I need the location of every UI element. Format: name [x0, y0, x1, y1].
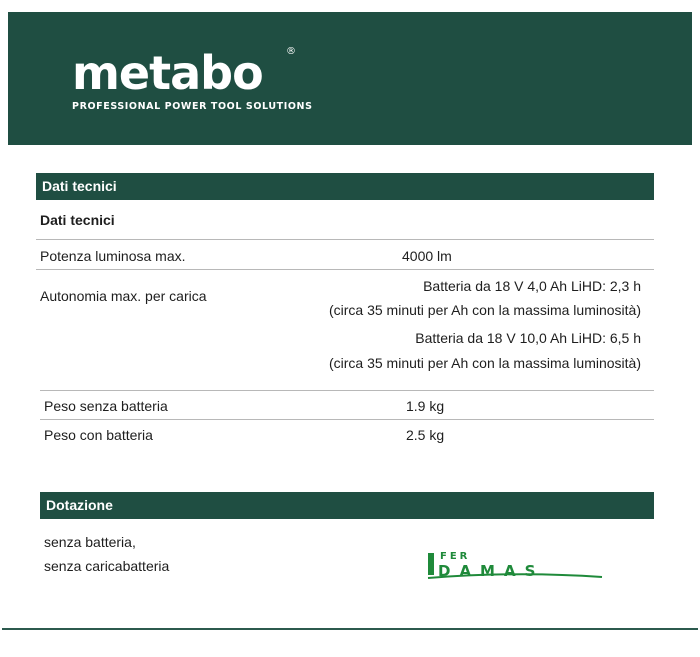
metabo-logo: metabo: [72, 46, 263, 100]
logo-tagline: PROFESSIONAL POWER TOOL SOLUTIONS: [72, 101, 313, 112]
dotazione-line-1: senza batteria,: [44, 534, 136, 550]
spec-value-runtime-1: Batteria da 18 V 4,0 Ah LiHD: 2,3 h: [423, 278, 641, 294]
spec-value-luminous: 4000 lm: [402, 248, 452, 264]
spec-label-weight-battery: Peso con batteria: [44, 427, 153, 443]
brand-bar: [428, 553, 434, 575]
divider: [40, 419, 654, 420]
spec-label-luminous: Potenza luminosa max.: [40, 248, 186, 264]
spec-value-runtime-1-note: (circa 35 minuti per Ah con la massima luminosità): [328, 302, 641, 318]
spec-label-weight-no-battery: Peso senza batteria: [44, 398, 168, 414]
brand-text-main: DAMAS: [438, 562, 545, 580]
ferdamas-logo: [426, 549, 604, 581]
header-banner: [8, 12, 692, 145]
dotazione-line-2: senza caricabatteria: [44, 558, 170, 574]
divider: [36, 239, 654, 240]
spec-value-weight-battery: 2.5 kg: [406, 427, 445, 443]
brand-text-top: FER: [440, 551, 471, 562]
registered-mark: ®: [286, 46, 296, 57]
spec-label-runtime: Autonomia max. per carica: [40, 288, 207, 304]
spec-value-weight-no-battery: 1.9 kg: [406, 398, 445, 414]
specs-section-bar: Dati tecnici: [36, 173, 654, 200]
spec-value-runtime-2-note: (circa 35 minuti per Ah con la massima luminosità): [328, 355, 641, 371]
spec-value-runtime-2: Batteria da 18 V 10,0 Ah LiHD: 6,5 h: [415, 330, 641, 346]
divider: [40, 390, 654, 391]
specs-sub-title: Dati tecnici: [40, 212, 115, 228]
dotazione-section-bar: Dotazione: [40, 492, 654, 519]
footer-divider: [2, 628, 698, 630]
divider: [36, 269, 654, 270]
